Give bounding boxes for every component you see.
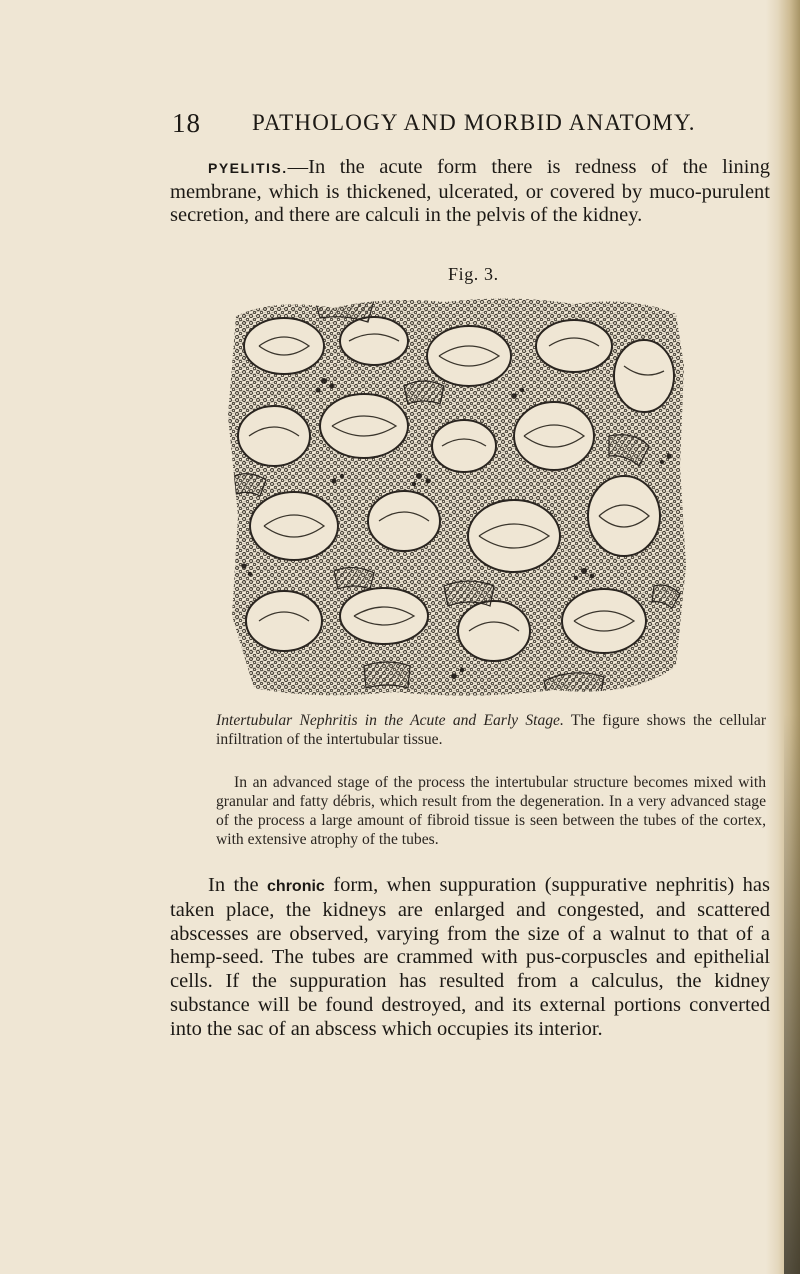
chronic-text: form, when suppuration (suppurative nephritis) has taken place, the kidneys are enlarged and congested, and scattered abscesses are observed, varying from the size of a walnut to that of a hemp-seed. The tubes are crammed with pus-corpuscles and epithelial cells. If the suppuration has resulted from a calculus, the kidney substance will be found destroyed, and its external portions converted into the sac of an abscess which occupies its interior. <box>170 874 770 1040</box>
caption-text: The figure shows the cellular infiltration of the intertubular tissue. <box>216 712 767 748</box>
page-edge-shadow <box>766 0 800 1274</box>
pyelitis-text: —In the acute form there is redness of the lining membrane, which is thickened, ulcerated, or covered by muco-purulent secretion, and there are calculi in the pelvis of the kidney. <box>170 156 770 226</box>
figure-label: Fig. 3. <box>448 264 499 284</box>
page-edge-dark <box>784 714 800 1274</box>
caption-title: Intertubular Nephritis in the Acute and Early Stage. <box>216 712 564 729</box>
pyelitis-heading: PYELITIS. <box>208 160 288 176</box>
chronic-bold-word: chronic <box>267 878 325 895</box>
histology-figure <box>214 286 690 706</box>
chronic-paragraph <box>170 874 770 1042</box>
histology-illustration <box>214 286 690 706</box>
figure-caption-continued: In an advanced stage of the process the intertubular structure becomes mixed with granular and fatty débris, which result from the degeneration. In a very advanced stage of the process a large amount of fibroid tissue is seen between the tubes of the cortex, with extensive atrophy of the tubes. <box>216 774 766 848</box>
figure-caption <box>216 711 766 749</box>
chronic-intro: In the <box>208 874 268 896</box>
running-head: PATHOLOGY AND MORBID ANATOMY. <box>252 110 696 135</box>
pyelitis-paragraph <box>170 156 770 228</box>
page-number: 18 <box>172 108 201 138</box>
